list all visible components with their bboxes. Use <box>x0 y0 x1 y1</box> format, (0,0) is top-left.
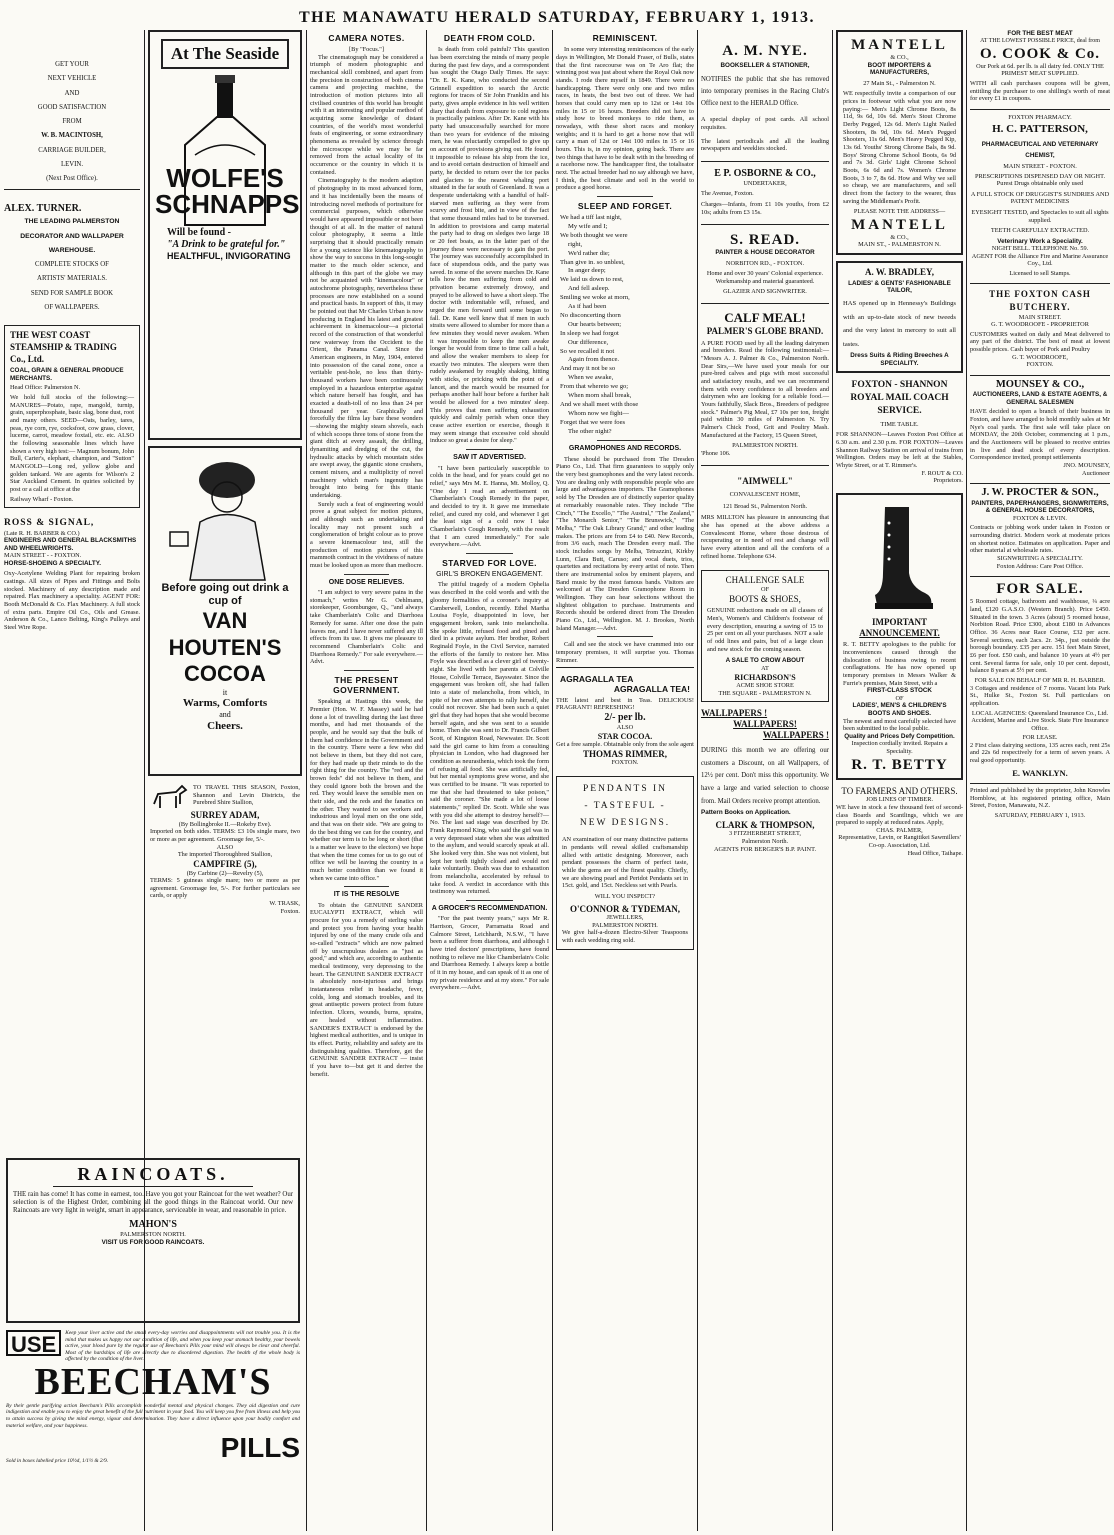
poem-line: Smiling we woke at morn, <box>560 294 630 302</box>
forsale-local: LOCAL AGENCIES: Queensland Insurance Co., Ltd. Accident, Marine and Live Stock. State Fire Insurance Office. <box>971 709 1109 732</box>
patterson-teeth: TEETH CAREFULLY EXTRACTED. <box>990 227 1090 235</box>
timber-title: TO FARMERS AND OTHERS. <box>841 785 958 796</box>
osborne-charges: Charges—Infants, from £1 10s youths, from £2 10s; adults from £3 15s. <box>701 201 829 216</box>
wolfes-tag2: "A Drink to be grateful for." <box>167 239 286 251</box>
beechams-body: By their gentle purifying action Beecham's Pills accomplish wonderful mental and physical changes. They aid digestion and cure indigestion and enable you to enjoy the great benefit of the full nutriment in your food. You will keep you free from illness and help you to attain success by giving the mind energy, vigour and determination. They have a direct influence upon your bodily comfort and material welfare, and your happiness. <box>6 1402 300 1429</box>
column-1 <box>4 30 140 830</box>
stallion-signed: W. TRASK, <box>269 900 300 908</box>
pendants-town: PALMERSTON NORTH. <box>592 921 658 929</box>
poem-line: When morn shall break, <box>568 391 632 399</box>
patterson-stamps: Licensed to sell Stamps. <box>1009 269 1071 277</box>
starved-body: The pitiful tragedy of a modern Ophelia was described in the cold words and with the gloomy formalities of a coroner's inquiry at Camberwell, London, recently. Ethel Martha Louisa Foyle, disappointed in love, her engagement broken, sank into melancholia. She spoke little, refused food and pined and died in a private asylum. Her brother, Robert Reginald Foyle, in the Civil Service, narrated the efforts of the family to restore her. Miss Foyle was described as a clever girl of twenty-eight. She lived with her parents at Colville House, Colville Terrace, Bayswater. Since the engagement was broken off, she had fallen into a state of melancholia, from which, in spite of her own attempts to rally herself, she could not recover. She had been such a quiet girl that they had hopes that she would become herself again, and she was sent to a seaside home. Then she was sent to Dr. Francis Gilbert Scott, of Kingston Road, Newwater. Dr. Scott said the girl came to him from a consulting physician in London, who had diagnosed her condition as neurasthenia, which took the form of refusing all food. She was artificially fed, but her mental symptoms grew worse, and she was certified to be insane. "It was reported to me that she had threatened to take poison," said the coroner. "She made a lot of loose statements," replied Dr. Scott. While she was with you did she attempt to destroy herself?—No. The last sad stage was described by Dr. Frank Raymond King, who said the girl was in a very depressed state when she was admitted to the asylum, and would scarcely speak at all. She looked very thin. She was not violent, but kept her teeth tightly closed and would not take voluntarily. Death was due to exhaustion from melancholia, accelerated by refusal to take food. A verdict in accordance with this testimony was returned. <box>430 581 549 896</box>
poem-title: SLEEP AND FORGET. <box>577 200 673 211</box>
wolfes-tag1: Will be found - <box>167 227 231 239</box>
patterson-rx: PRESCRIPTIONS DISPENSED DAY OR NIGHT. <box>974 172 1106 180</box>
westcoast-office: Head Office: Palmerston N. <box>10 384 81 392</box>
challenge-title: CHALLENGE SALE <box>725 575 805 586</box>
wallpapers-t3: WALLPAPERS ! <box>762 729 829 740</box>
column-6 <box>701 30 829 1531</box>
poem-line: Again from thence. <box>568 356 620 364</box>
timber-body: WE have in stock a few thousand feet of second-class Boards and Scantlings, which we are prepared to supply at reduced rates. Apply, <box>836 803 963 827</box>
poem-line: right, <box>568 240 583 248</box>
challenge-store2: ACME SHOE STORE <box>736 682 794 690</box>
stallion-name-1: SURREY ADAM, <box>190 810 260 820</box>
ross-title: ROSS & SIGNAL, <box>4 518 95 529</box>
butchery-title: THE FOXTON CASH BUTCHERY. <box>989 289 1091 312</box>
wallpapers-books: Pattern Books on Application. <box>701 809 791 817</box>
patterson-eyes: EYESIGHT TESTED, and Spectacles to suit all sights supplied. <box>971 208 1109 224</box>
turner-name: ALEX. TURNER. <box>4 203 82 215</box>
agragalla-title-2: AGRAGALLA TEA! <box>613 684 690 695</box>
forsale-title: FOR SALE. <box>996 581 1084 598</box>
column-5 <box>556 30 694 1531</box>
betty-fc: FIRST-CLASS STOCK <box>867 687 932 695</box>
wallpapers-town: Palmerston North. <box>741 838 789 846</box>
butchery-prop: G. T. WOODROOFE - PROPRIETOR <box>991 321 1089 329</box>
footer-date: SATURDAY, FEBRUARY 1, 1913. <box>994 811 1086 819</box>
procter-body: Contracts or jobbing work under taken in Foxton or surrounding district. Modern work at moderate prices on shortest notice. Estimates on application. Paper and other material at wholesale rates. <box>970 524 1110 555</box>
pendants-gift: We give half-a-dozen Electro-Silver Teaspoons with each wedding ring sold. <box>562 929 688 945</box>
osborne-name: E P. OSBORNE & CO., <box>714 167 816 179</box>
bradley-name: A. W. BRADLEY, <box>865 266 934 277</box>
westcoast-body: We hold full stocks of the following:— MANURES—Potato, rape, mangold, turnip, grain, superphosphate, basic slag, bone dust, root and many others. SEED—Oats, barley, tares, peas, rye corn, rye, cocksfoot, cow grass, clover, lucerne, carrot, meadow foxtail, etc. etc. ALSO the following seasonable lines which have shown a very high test:— Magnum bonum, John Bull, Carter's, elephant, champion, and "Sutton" MANGOLD—Long red, yellow globe and golden tankard. We are agents for Wilson's 2 Star Auckland Cement. In quiries solicited by post or a call at office at the <box>10 393 134 494</box>
dose-body: "I am subject to very severe pains in the stomach," writes Mr G. Oehlmann, storekeeper, Goombungee, Q., "and always take Chamberlain's Colic and Diarrhoea Remedy for same. After one dose the pain leaves me, and I have never suffered any ill effects from its use. It gives me pleasure to recommend Chamberlain's Colic and Diarrhoea Remedy." For sale everywhere.—Advt. <box>310 589 423 666</box>
pendants-firm: O'CONNOR & TYDEMAN, <box>569 903 681 914</box>
bradley-role: LADIES' & GENTS' FASHIONABLE TAILOR, <box>848 279 951 295</box>
mounsey-body: HAVE decided to open a branch of their business in Foxton, and have arranged to hold monthly sales at Mr Nye's coal yards. The first sale will take place on MONDAY, the 20th October, commencing at 1 p.m., and the Auctioneers will be pleased to receive entries in live and dead stock of every description. Correspondence invited, prompt settlements <box>970 408 1110 462</box>
ad-line: AND <box>64 89 80 97</box>
stallion-terms-1: Imported on both sides. TERMS: £3 10s single mare, two or more as per agreement. Groomage fee, 5/-. <box>150 828 300 844</box>
ad-line: OF WALLPAPERS. <box>44 303 100 311</box>
pendants-ad <box>556 776 694 950</box>
starved-title: STARVED FOR LOVE. <box>442 557 537 568</box>
procter-place: FOXTON & LEVIN. <box>1013 514 1067 522</box>
aimwell-addr: 121 Broad St., Palmerston North. <box>722 502 808 510</box>
forsale-lease: FOR LEASE. <box>1022 734 1058 742</box>
wallpapers-t1: WALLPAPERS ! <box>701 708 768 719</box>
wolfes-top: At The Seaside <box>161 39 289 69</box>
coach-ad <box>836 379 963 484</box>
column-4 <box>430 30 549 1531</box>
poem-line: The other night? <box>568 427 612 435</box>
reminiscent-body: In some very interesting reminiscences of the early days in Wellington, Mr Donald Fraser, of Bulls, states that the first racecourse was on Te Aro flat; the winning post was just about where the Royal Oak now stands. I rode there myself in 1849. There were no handicapping. There were only one and two miles races, in heats, the best two out of three. We had horses that could carry men up to 12st or 14st 10s miles in 15 or 16 hours. Breeders did not have to study how to breed monkeys to ride them, as nowadays, with these short races and monkey weights; and it is hard to get a horse now that will carry a man of 12st or 14st 100 miles in 15 or 16 hours. This is, in my opinion, going back. There are two things that have to be dealt with in the breeding of a racehorse now. The handicapper first, the totalisator next. The actual breeder had no say although we have, I think, the best climate and soil in the world to produce a good horse. <box>556 46 694 192</box>
vanhouten-brand-2: HOUTEN'S <box>168 634 282 660</box>
ad-line: FROM <box>62 118 82 126</box>
agragalla-ad <box>556 671 694 770</box>
pendants-l1: PENDANTS IN <box>582 784 667 795</box>
mantell-body: WE respectfully invite a comparison of our prices in footwear with what you are now paying:— Men's Light Chrome Boots, 8s 11d, 9s 6d, 10s 6d. Men's Stout Chrome Derby Pegged, 12s 6d. Men's Light Nailed Shooters, 8s 9d, 10s 6d. Men's Pegged Shooters, 11s 6d. Men's Heavy Pegged Kip, 13s 6d. Youths' Strong Chrome Bals, 8s 9d. Boys' Strong Chrome School Boots, 6s 9d and 7s 3d. Girls' Light Chrome School Boots, 6s 6d and 7s. Women's Chrome Boots, 3 to 7, 8s 6d. How and Why we sell so cheap, we are manufacturers, and sell direct from the factory to the wearer, thus saving the Middleman's Profit. <box>843 90 956 205</box>
coach-title: FOXTON - SHANNON ROYAL MAIL COACH SERVICE. <box>850 380 949 416</box>
ross-body: Oxy-Acetylene Welding Plant for repairing broken castings. All sizes of Pipes and Fittings and Bolts stocked. Machinery of any description made and repaired. Flax machinery a speciality. AGENT FOR: Booth McDonald & Co. Flax Machinery. A full stock of extra parts. Empire Oil Co., Oils and Grease. Anderson & Co., Lanco Belting, King's Pulleys and Steel Wire Rope. <box>4 570 140 632</box>
mantell-role: BOOT IMPORTERS & MANUFACTURERS, <box>867 61 932 77</box>
pendants-ask: WILL YOU INSPECT? <box>594 893 656 900</box>
death-body: Is death from cold painful? This question has been exercising the minds of many people during the past few days, and a correspondent has sought the Otago Daily Times. He says: "Dr. E. K. Kane, who conducted the second Grinnell expedition to search the Arctic regions for traces of Sir John Franklin and his party, gives ample evidence in his well written diary that death from exposure to cold regions is practically painless. After Dr. Kane with his party had unsuccessfully searched for more than two years for evidence of the missing men, he was reluctantly compelled to give up on account of provisions giving out. He found it impossible to release his ship from the ice, and to avoid certain destruction of himself and party, he decided to return over the ice packs and glaciers to the nearest whaling port situated in the far south of Greenland. It was a desperate undertaking with a handful of half-starved men suffering as they were from scurvy and frost bite, and in view of the fact that some thousand miles had to be traversed. In addition to provisions and camp material the party had to drag on sledges two large 18 or 20 feet boats, as in the latter part of the journey these were necessary to gain the port. The journey was successfully accomplished in face of stupendous odds, and the party was saved. In some of the severe marches Dr. Kane tells how the men suffering from cold and privation became extremely drowsy, and prayed to be allowed to have a short sleep. The doctor with indomitable will, refused, and urged the men forward until some began to fall. Dr. Kane well knew that if men in such straits were allowed to slumber for more than a few minutes they would never awaken. When it was impossible to keep the men awake longer he would from time to time call a halt, and allow the weaker members to sleep for exactly two minutes. The sleepers were then rudely awakened by roughly shaking, hitting with sticks, or pricking with the point of a lancet, and the march would be resumed for perhaps another half hour before a further halt would be allowed for a two minutes' sleep. This proves that men suffering exhaustion quickly and calmly perish when once they cease active exertion or exercise, though it may seem strange that excessive cold should induce so great a desire for sleep." <box>430 46 549 445</box>
patterson-name: H. C. PATTERSON, <box>992 123 1088 136</box>
patterson-bell: NIGHT BELL. TELEPHONE No. 59. <box>991 245 1089 253</box>
aimwell-sub: CONVALESCENT HOME, <box>729 491 801 499</box>
ad-line: ARTISTS' MATERIALS. <box>37 275 107 283</box>
cook-lowest: AT THE LOWEST POSSIBLE PRICE, deal from <box>980 37 1100 44</box>
beechams-brand: BEECHAM'S <box>34 1360 272 1403</box>
osborne-role: UNDERTAKER, <box>743 179 787 187</box>
woman-drinking-cocoa-icon <box>155 452 295 582</box>
challenge-at: AT <box>761 664 769 672</box>
bradley-ad <box>836 261 963 373</box>
patterson-drugs: Purest Drugs obtainable only used <box>996 180 1084 188</box>
mounsey-role2: Auctioneer <box>1082 469 1110 477</box>
coach-prop: Proprietors. <box>933 477 963 485</box>
turner-ad <box>4 193 140 325</box>
mounsey-name: MOUNSEY & CO., <box>995 378 1085 390</box>
ad-line: (Next Post Office). <box>46 175 98 183</box>
vanhouten-brand-1: VAN <box>202 608 248 634</box>
forsale-leasebody: 2 First class dairying sections, 135 acres each, rent 25s and 22s 6d respectively for a term of seven years. A real good opportunity. <box>970 741 1110 765</box>
stallion-place: Foxton. <box>280 907 300 915</box>
betty-body: R. T. BETTY apologises to the public for inconveniences caused through the dislocation of business owing to recent conflagrations. He has now opened up temporary premises in Messrs Walker & Furrie's premises, Main Street, with a <box>843 641 956 687</box>
stallion-also: ALSO <box>216 843 234 851</box>
betty-title-2: ANNOUNCEMENT. <box>859 627 940 638</box>
agragalla-agent: THOMAS RIMMER, <box>583 748 667 759</box>
raincoats-body: THE rain has come! It has come in earnest, too. Have you got your Raincoat for the wet weather? Our selection is of the Highest Order, combining all the good things in the Raincoat world. Our new Raincoats are very light in weight, smart in appearance, serviceable in wear, and reasonable in price. <box>13 1190 293 1215</box>
calf-town: PALMERSTON NORTH. <box>732 442 798 450</box>
imprint: Printed and published by the proprietor, John Knowles Hornblow, at his registered printing office, Main Street, Foxton, Manawatu, N.Z. <box>970 786 1110 810</box>
mantell-addr-2: MAIN ST., - PALMERSTON N. <box>858 241 941 249</box>
stallion-name-2: CAMPFIRE (5), <box>193 858 257 869</box>
pendants-l3: NEW DESIGNS. <box>579 818 671 829</box>
column-3 <box>310 30 423 1531</box>
raincoats-town: PALMERSTON NORTH. <box>120 1231 186 1239</box>
poem-line: We both thought we were <box>560 231 628 239</box>
forsale-sign: E. WANKLYN. <box>1012 767 1068 778</box>
dose-title: ONE DOSE RELIEVES. <box>328 578 405 586</box>
advertised-title: SAW IT ADVERTISED. <box>453 454 526 462</box>
poem-line: As if had been <box>568 303 607 311</box>
agragalla-also: ALSO <box>616 723 634 731</box>
agragalla-title-1: AGRAGALLA TEA <box>560 674 634 685</box>
betty-insp: Inspection cordially invited. Repairs a Speciality. <box>851 740 948 755</box>
wallpapers-body: DURING this month we are offering our customers a Discount, on all Wallpapers, of 12½ per cent. Don't miss this opportunity. We have a large and varied selection to choose from. Mail Orders receive prompt attention. <box>701 746 829 806</box>
betty-p2: The newest and most carefully selected have been submitted to the local public. <box>843 717 956 733</box>
poem-line: Than give in. so unblest, <box>560 258 625 266</box>
stallion-intro: TO TRAVEL THIS SEASON, Foxton, Shannon and Levin Districts, the Purebred Shire Stallion, <box>193 784 300 807</box>
column-2 <box>148 30 302 915</box>
cook-top: FOR THE BEST MEAT <box>1007 30 1073 37</box>
betty-quality: Quality and Prices Defy Competition. <box>844 732 955 740</box>
ross-sub: ENGINEERS AND GENERAL BLACKSMITHS AND WHEELWRIGHTS. <box>4 537 137 552</box>
ross-street: MAIN STREET - - FOXTON. <box>4 552 82 560</box>
resolve-title: IT IS THE RESOLVE <box>333 891 400 899</box>
poem-line: In sleep we had forgot <box>560 329 619 337</box>
ad-line: W. B. MACINTOSH, <box>41 132 103 140</box>
agragalla-town: FOXTON. <box>611 759 639 767</box>
bradley-body: HAS opened up in Hennessy's Buildings with an up-to-date stock of new tweeds and the very latest in mercery to suit all tastes. <box>843 299 956 349</box>
wolfes-brand: WOLFE'S SCHNAPPS <box>155 163 300 220</box>
pendants-l2: - TASTEFUL - <box>584 801 666 812</box>
poem-line: In anger deep; <box>568 267 606 275</box>
agragalla-sample: Get a free sample. Obtainable only from the sole agent <box>556 741 694 749</box>
poem-line: Forget that we were foes <box>560 418 626 426</box>
mantell-addr: 27 Main St., - Palmerston N. <box>863 79 936 87</box>
read-role: PAINTER & HOUSE DECORATOR <box>715 249 815 257</box>
beechams-use-body: Keep your liver active and the small every-day worries and disappointments will not trouble you. It is the mind that makes us happy not our condition of life, and when you keep your stomach healthy, your bowels active, your blood pure by the regular use of Beecham's Pills your mind will always be clear and cheerful. Most of the hardships of life are directly due to disordered digestion. The health of the whole body is affected by the condition of the liver. <box>65 1330 300 1363</box>
poem-line: Our difference, <box>568 338 609 346</box>
ad-line: COMPLETE STOCKS OF <box>35 261 109 269</box>
column-7 <box>836 30 963 1531</box>
betty-of: OF <box>895 694 904 702</box>
butchery-town: FOXTON. <box>1026 361 1054 369</box>
betty-title: IMPORTANT <box>871 616 927 627</box>
poem-line: And may it not be so <box>560 365 616 373</box>
masthead: THE MANAWATU HERALD SATURDAY, FEBRUARY 1, 1913. <box>298 9 816 26</box>
westcoast-ad <box>4 325 140 508</box>
camera-p1: The cinematograph may be considered a triumph of modern photographic and mechanical skill combined, and apart from the precision in construction of both cinema camera and projecting machine, the introduction of motion pictures into all civilised countries of this world has brought with it an interesting and popular method of acquiring some knowledge of distant countries, of the world's most wonderful feats of engineering, or some extraordinary phenomena as revealed by science through the microscope while we may be far removed from the actual locality of its occurrence or the country in which it is contained. <box>310 53 423 176</box>
patterson-stock: A FULL STOCK OF DRUGGIST'S SUNDRIES AND PATENT MEDICINES <box>970 190 1110 206</box>
nye-role: BOOKSELLER & STATIONER, <box>720 62 810 69</box>
mantell-ad <box>836 30 963 255</box>
camera-byline: [By "Focus."] <box>349 46 384 54</box>
horse-icon <box>150 784 190 810</box>
read-name: S. READ. <box>729 232 801 249</box>
nye-p2: A special display of post cards. All school requisites. <box>701 116 829 131</box>
read-body: Home and over 30 years' Colonial experience. Workmanship and material guaranteed. <box>706 270 824 286</box>
forsale-behalf: FOR SALE ON BEHALF OF MR R. H. BARBER. <box>974 676 1106 684</box>
procter-name: J. W. PROCTER & SON., <box>981 487 1099 499</box>
butchery-body: CUSTOMERS waited on daily and Meat delivered to any part of the district. The best of meat at lowest possible prices. Cash buyer of Pork and Poultry <box>970 330 1110 353</box>
patterson-vet: Veterinary Work a Speciality. <box>997 237 1083 245</box>
raincoats-ad <box>6 1158 300 1323</box>
ad-line: WAREHOUSE. <box>48 246 96 254</box>
aimwell-body: MRS MILLTON has pleasure in announcing that she has opened at the above address a Convalescent Home, where those desirous of recuperating or in need of rest and change will have every attention and all the comforts of a refined home. Telephone 634. <box>701 514 829 560</box>
wolfes-tag3: HEALTHFUL, INVIGORATING <box>167 251 291 262</box>
mantell-co-2: & CO., <box>890 233 909 241</box>
nye-name: A. M. NYE. <box>722 43 808 59</box>
poem-line: From that whereto we go; <box>560 383 629 391</box>
ad-line: GOOD SATISFACTION <box>37 103 107 111</box>
poem-line: And fell asleep. <box>568 285 610 293</box>
poem-line: No disconcerting thorn <box>560 311 621 319</box>
bradley-foot: Dress Suits & Riding Breeches A SPECIALITY. <box>850 352 949 367</box>
wallpapers-t2: WALLPAPERS! <box>733 719 797 729</box>
nye-body: NOTIFIES the public that she has removed into temporary premises in the Racing Club's Office next to the HERALD Office. <box>701 75 829 108</box>
poem <box>556 214 694 436</box>
poem-line: So we recalled it not <box>560 347 615 355</box>
agragalla-cocoa: STAR COCOA. <box>597 731 653 741</box>
wallpapers-ad <box>701 708 829 853</box>
ross-horse: HORSE-SHOEING A SPECIALTY. <box>4 559 102 567</box>
vanhouten-brand-3: COCOA <box>184 661 266 687</box>
poem-line: When we awake, <box>568 374 614 382</box>
raincoats-title: RAINCOATS. <box>53 1164 253 1187</box>
mantell-please: PLEASE NOTE THE ADDRESS— <box>853 208 946 216</box>
westcoast-footer: Railway Wharf - Foxton. <box>10 495 74 503</box>
wallpapers-addr: 3 FITZHERBERT STREET, <box>729 830 801 838</box>
calf-phone: 'Phone 106. <box>701 449 731 457</box>
starved-sub: GIRL'S BROKEN ENGAGEMENT. <box>436 571 543 579</box>
reminiscent-title: REMINISCENT. <box>592 33 658 43</box>
ross-ad <box>4 514 140 632</box>
vanhouten-ad <box>148 446 302 776</box>
aimwell-title: "AIMWELL" <box>737 476 793 487</box>
death-title: DEATH FROM COLD. <box>443 33 536 43</box>
macintosh-ad <box>4 30 140 186</box>
westcoast-subtitle: COAL, GRAIN & GENERAL PRODUCE MERCHANTS. <box>10 367 124 382</box>
patterson-agent: AGENT FOR the Alliance Fire and Marine Assurance Coy., Ltd. <box>971 252 1109 268</box>
ad-line: SEND FOR SAMPLE BOOK <box>30 289 114 297</box>
vanhouten-and: and <box>219 710 231 720</box>
grocer-body: "For the past twenty years," says Mr R. Harrison, Grocer, Parramatta Road and Calmore Street, Leichhardt, N.S.W., "I have been a sufferer from diarrhoea, and although I have tried doctors' prescriptions, have found nothing to relieve me like Chamberlain's Colic and Diarrhoea Remedy. I always keep a bottle of it in my house, and can speak of it as one of my private residence and at my store." For sale everywhere.—Advt. <box>430 915 549 992</box>
camera-title: CAMERA NOTES. <box>328 33 405 43</box>
cook-cash: WITH all cash purchases coupons will be given, entitling the purchaser to one shilling's worth of meat for every £1 in coupons. <box>970 79 1110 103</box>
challenge-ad <box>701 570 829 702</box>
betty-ladies: LADIES', MEN'S & CHILDREN'S BOOTS AND SHOES. <box>852 702 947 717</box>
challenge-body: GENUINE reductions made on all classes of Men's, Women's and Children's footwear of every description, ensuring a saving of 15 to 25 per cent on all your purchases. NOT a sale of odd lines and pairs, but of a large clean and new stock for the coming season. <box>707 607 823 653</box>
challenge-store: RICHARDSON'S <box>734 672 796 682</box>
raincoats-store: MAHON'S <box>129 1219 177 1231</box>
poem-line: Our hearts between; <box>568 320 622 328</box>
camera-p2: Cinematography is the modern adaption of photography in its most advanced form, and it has incidentally been the means of introducing novel methods of portraiture for commercial purposes, which otherwise would have appeared impossible or not been thought of at all. In the matter of natural colour photography, it seems a little surprising that it should practically remain for a young science like kinematography to show the way to success in this long-sought matter to the much older science, and although in this part of the globe we may not be acquainted with "kinemacolour" or autochrome photography, nevertheless these processes are now established on a sound and practical basis. In support of this, it may be pointed out that Mr Charles Urban is now producing in England his latest and greatest achievement in kinemacolour—a pictorial record of the construction of that wonderful new waterway from the Occident to the Orient, the Panama Canal. Since the American engineers, in May, 1904, entered into possession of the canal zone, once a veritable pest-hole, no less than thirty-thousand workers have been continuously employed in a hazardous enterprise against which nature herself has fought, and has exacted a death-toll of no less than 24 per thousand per year. Graphically and forcefully the films lay bare these wonders—showing the mighty steam shovels, each of which scoops three tons of stone from the giant ditch at every assault, the drilling, dynamiting and dredging of the cut, the hydraulic attacks by which mountain sides are swept away, the gigantic stone crushers, cement mixers, and a multiplicity of novel machinery which man's ingenuity has brought into being for this titanic undertaking. <box>310 177 423 500</box>
mounsey-role: AUCTIONEERS, LAND & ESTATE AGENTS, & GENERAL SALESMEN <box>972 391 1108 406</box>
stallion-by-2: (By Carbine (2)—Revelry (5), <box>186 869 264 877</box>
procter-sign: SIGNWRITING A SPECIALITY. <box>997 555 1083 563</box>
poem-line: We laid us down to rest, <box>560 276 624 284</box>
osborne-place: The Avenue, Foxton. <box>701 190 754 198</box>
timber-office: Head Office, Taihape. <box>907 849 963 857</box>
camera-p3: Surely such a feat of engineering would prove a great subject for motion pictures, and although such an undertaking and locality may not present such a conglomeration of bright colour as to prove a severe kinemacolour test, still the production of motion pictures of this mammoth contract in the vividness of nature must be looked upon as more than mediocre. <box>310 500 423 570</box>
ad-line: LEVIN. <box>60 160 84 168</box>
challenge-crow: A SALE TO CROW ABOUT <box>725 657 805 665</box>
read-place: NORBITON RD., - FOXTON. <box>725 259 805 267</box>
poem-line: And we shall meet with those <box>560 400 639 408</box>
betty-ad <box>836 493 963 780</box>
cook-body: Our Pork at 6d. per lb. is all dairy fed. ONLY THE PRIMEST MEAT SUPPLIED. <box>976 62 1104 78</box>
mounsey-sign: JNO. MOUNSEY, <box>1063 462 1110 470</box>
vanhouten-it: it <box>222 687 228 697</box>
rimmer-call: Call and see the stock we have crammed into our temporary premises, it will surprise you. Thomas Rimmer. <box>556 641 694 664</box>
coach-body: FOR SHANNON—Leaves Foxton Post Office at 6.30 a.m. and 2.30 p.m. FOR FOXTON—Leaves Shannon Railway Station on arrival of trains from Wellington. Orders may be left at the Stables, Whyte Street, or at T. Rimmer's. <box>836 431 963 469</box>
beechams-ad <box>6 1330 300 1530</box>
mantell-co: & CO., <box>890 54 909 61</box>
agragalla-price: 2/- per lb. <box>604 711 646 723</box>
mantell-name-2: MANTELL <box>851 216 948 233</box>
calf-body: A PURE FOOD used by all the leading dairymen and breeders. Read the following testimonial:— "Messrs A. J. Palmer & Co., Palmerston North. Dear Sirs,—We have used your meals for our pure-bred calves and pigs with most successful and satisfactory results, and we can recommend them with every confidence to all breeders and dairymen who are looking for a reliable food.—Yours faithfully, Slack Bros., Breeders of pedigree stock." Palmer's Pig Meal, £7 10s per ton, freight paid within 30 miles of Palmerston N. Try Palmer's Chick Food, Grit and Poultry Mash. Manufactured at the Factory, 15 Queen Street, <box>701 339 829 439</box>
gramophones-body: These should be purchased from The Dresden Piano Co., Ltd. That firm guarantees to supply only the very best gramophones and the very latest records. You are dealing only with responsible people who are large and advantageous importers. The Gramophones sold by The Dresden are of distinctly superior quality at remarkably reasonable rates. They include "The Cinch," "The Excello," "The Austral," "The Zealand," "The Monarch Senior," "The Brunswick," "The Melba," "The Oak Library Grand," and other leading makes. The prices are from £4 to £40. New Records, from 3/6 each, reach The Dresden every mail. The stock includes songs by Melba, Tetrazzini, Kirkby Lunn, Clara Butt, Caruso; and vocal duets, trios, quartettes and recitations by every artist of note. Then there are instrumental solos by eminent players, and Band music by the most famous bands. Visitors are welcomed at The Dresden Gramophone Room in Wellington. They can hear selections without the slightest obligation to purchase. Instruments and Records should be ordered direct from The Dresden Piano Co., Ltd., Wellington. M. J. Brookes, North Island Manager.—Advt. <box>556 455 694 632</box>
patterson-role: PHARMACEUTICAL AND VETERINARY CHEMIST, <box>981 140 1099 159</box>
gramophones-title: GRAMOPHONES AND RECORDS. <box>568 445 682 453</box>
timber-ad <box>836 786 963 858</box>
grocer-title: A GROCER'S RECOMMENDATION. <box>431 905 548 913</box>
westcoast-title: THE WEST COAST STEAMSHIP & TRADING Co., Ltd. <box>10 330 117 364</box>
stallion-ad <box>148 782 302 917</box>
poem-line: We had a tiff last night, <box>560 214 622 222</box>
ad-line: GET YOUR <box>55 61 89 68</box>
timber-name: CHAS. PALMER, <box>876 826 923 834</box>
beechams-use: USE <box>6 1330 61 1356</box>
coach-tt: TIME TABLE. <box>880 420 919 428</box>
pendants-body: AN examination of our many distinctive patterns in pendants will reveal skilled craftsmanship allied with artistic designing. Moreover, each pendant possesses the charm of perfect taste, while the gems are of the finest quality. Chiefly, we are showing pearl and Peridot Pendants set in 15ct. gold, and 15ct. Neckless set with Pearls. <box>562 836 688 890</box>
ad-line: THE LEADING PALMERSTON <box>24 218 120 226</box>
vanhouten-line1: Before going out drink a cup of <box>161 582 289 608</box>
wolfes-ad <box>148 30 302 440</box>
boot-icon <box>865 503 935 613</box>
cook-name: O. COOK & Co. <box>979 45 1101 62</box>
forsale-body: 5 Roomed cottage, bathroom and washhouse, ¼ acre land, £120 G.A.S.O. (Western Branch). Price £450. Situated in the town. 3 Acres (about) 5 roomed house, Norbiton Road. Price £300, about £180 in Advances Office. 36 Acres near Race Course, £32 per acre. Several sections, each 2acs. 2r. 34p., just outside the borough boundary. £35 per acre. 151 feet Main Street, £6 per foot. £50 cash, and balance 10 years at 4½ per cent. Several farms for sale, only 10 per cent. deposit, balance 8 years at 5½ per cent. <box>970 598 1110 675</box>
challenge-sub: BOOTS & SHOES, <box>729 593 801 604</box>
govt-title: THE PRESENT GOVERNMENT. <box>333 674 400 696</box>
pendants-role: JEWELLERS, <box>606 914 644 922</box>
poem-line: Whom now we fight— <box>568 409 629 417</box>
column-8 <box>970 30 1110 1531</box>
wallpapers-firm: CLARK & THOMPSON, <box>715 819 815 830</box>
ross-late: (Late R. H. BARBER & CO.) <box>4 529 80 537</box>
procter-addr: Foxton Address: Care Post Office. <box>996 562 1084 570</box>
advertised-body: "I have been particularly susceptible to colds in the head, and for years could get no relief," says Mrs M. E. Hanna, Mt. Molloy, Q. "One day I read an advertisement on Chamberlain's Cough Remedy in the paper, and decided to try it. It gave me immediate relief, and cured my cold, and whenever I get the least sign of a cold now I take Chamberlain's Cough Remedy, with the result that I am cured immediately." For sale everywhere.—Advt. <box>430 464 549 549</box>
agragalla-body: THE latest and best in Teas. DELICIOUS! FRAGRANT! REFRESHING! <box>556 696 694 712</box>
read-glazier: GLAZIER AND SIGNWRITER. <box>723 287 807 295</box>
stallion-by-1: (By Bollingbroke II.—Rokeby Eve). <box>178 820 272 828</box>
calf-sub: PALMER'S GLOBE BRAND. <box>706 325 824 336</box>
calf-title: CALF MEAL! <box>724 310 806 326</box>
nye-p3: The latest periodicals and all the leading newspapers and weeklies stocked. <box>701 137 829 153</box>
coach-sign: F. ROUT & CO. <box>921 469 963 477</box>
ad-line: CARRIAGE BUILDER, <box>38 146 106 154</box>
timber-rep: Representative, Levin, or Rangitikei Sawmillers' Co-op. Association, Ltd. <box>838 834 961 849</box>
butchery-addr: MAIN STREET. <box>1018 313 1062 321</box>
forsale-cottages: 3 Cottages and residence of 7 rooms. Vacant lots Park St., Hulke St., Foxton St. Full particulars on application. <box>970 684 1110 707</box>
vanhouten-warms: Warms, Comforts <box>182 697 268 710</box>
poem-line: My wife and I; <box>568 223 608 231</box>
betty-name: R. T. BETTY <box>851 756 948 773</box>
patterson-pharm: FOXTON PHARMACY. <box>1008 113 1072 121</box>
challenge-place: THE SQUARE - PALMERSTON N. <box>718 689 812 697</box>
wallpapers-agents: AGENTS FOR BERGER'S B.P. PAINT. <box>713 845 817 853</box>
mantell-name: MANTELL <box>851 37 948 53</box>
timber-sub: JOB LINES OF TIMBER. <box>865 796 934 804</box>
govt-body: Speaking at Hastings this week, the Premier (Hon. W. F. Massey) said he had done a lot of travelling during the last three months, and had met thousands of the people, and he would say that the bulk of them had confidence in the Government and in the country. There were a few who did not believe in them, but they did not care, for they had made up their minds to do the right thing for the country. The "red and the brown feds" did not believe in them, and they could ignore both the brown and the red. They would leave the sensible men on their side, and the reds and the fanatics on the other. They wanted to see workers and industrious and loyal men on the one side, and that was on their side. "We are going to do the best thing we can for the country, and whether our term is to be long or short (that is a matter we leave to the electors) we hope that when the time comes for us to go out of office we will be leaving the country in a much better condition than we found it when we came into office." <box>310 698 423 882</box>
stallion-intro-2: The imported Thoroughbred Stallion, <box>177 851 273 859</box>
beechams-pills: PILLS <box>220 1432 300 1464</box>
challenge-of: OF <box>760 586 770 594</box>
stallion-terms-2: TERMS: 5 guineas single mare; two or more as per agreement. Groomage fee, 5/-. For further particulars see cards, or apply <box>150 877 300 900</box>
butchery-sign: G. T. WOODROOFE, <box>1012 353 1068 361</box>
raincoats-footer: VISIT US FOR GOOD RAINCOATS. <box>101 1238 205 1246</box>
beechams-sold: Sold in boxes labelled price 10½d, 1/1½ & 2/9. <box>6 1458 109 1465</box>
resolve-body: To obtain the GENUINE SANDER EUCALYPTI EXTRACT, which will procure for you a remedy of sterling value and protect you from having your health injured by one of the many crude oils and so-called "extracts" which are now palmed off by unscrupulous dealers as "just as good," and which are, according to authentic medical testimony, very depressing to the heart. The GENUINE SANDER EXTRACT is absolutely non-injurious and brings instantaneous relief in headache, fever, colds, long and stomach troubles, and its great antiseptic powers protect from future infection. Ulcers, wounds, burns, sprains, are healed without inflammation. SANDER'S EXTRACT is endorsed by the highest medical authorities, and is unique in its effect. Purity, reliability and safety are its distinguishing qualities. Therefore, get the GENUINE SANDER EXTRACT — insist if you have to—but get it and derive the benefit. <box>310 901 423 1078</box>
patterson-addr: MAIN STREET - FOXTON. <box>1003 163 1077 171</box>
ad-line: DECORATOR AND WALLPAPER <box>20 232 124 240</box>
poem-line: We'd rather die; <box>568 249 610 257</box>
ad-line: NEXT VEHICLE <box>47 75 97 83</box>
vanhouten-cheers: Cheers. <box>207 719 243 732</box>
procter-role: PAINTERS, PAPERHANGERS, SIGNWRITERS, & GENERAL HOUSE DECORATORS, <box>971 499 1109 515</box>
